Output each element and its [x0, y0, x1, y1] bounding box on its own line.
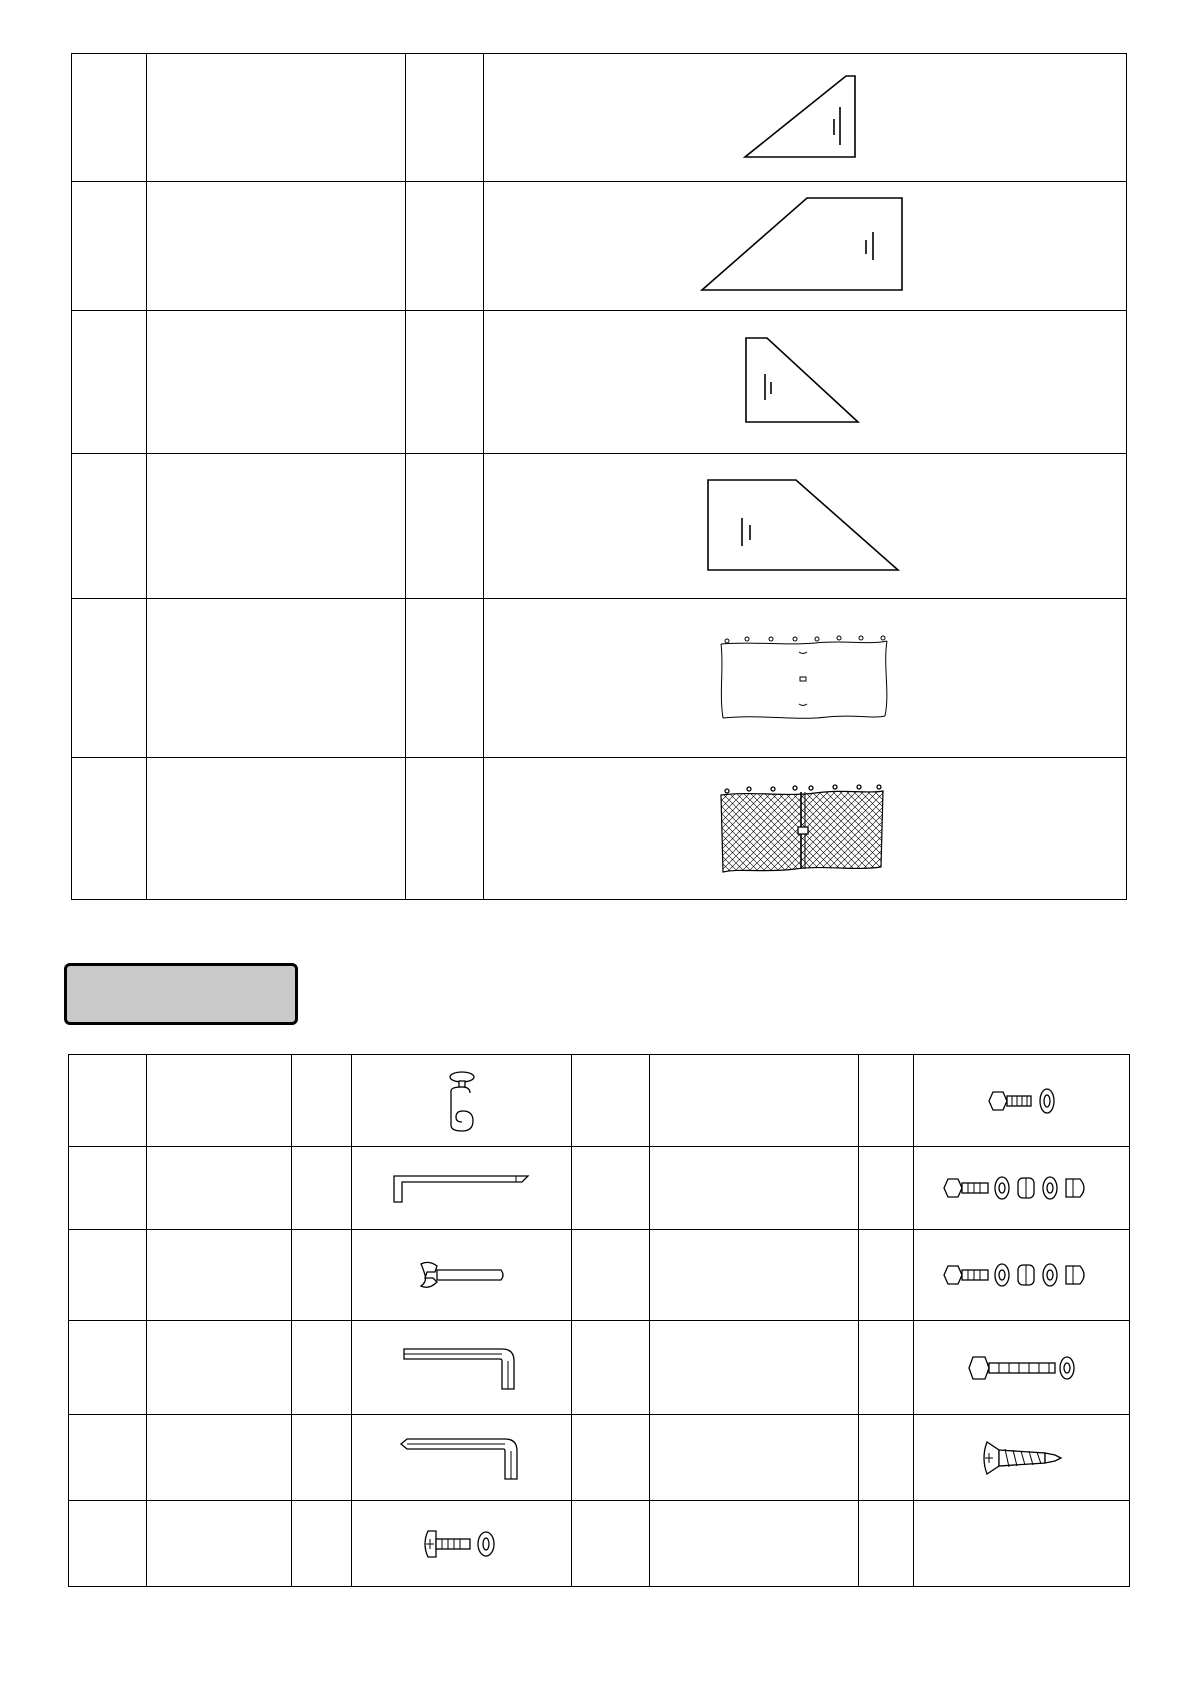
hardware-quantity-cell	[859, 1415, 914, 1501]
hex-key-pointed-icon	[399, 1433, 525, 1483]
part-number-cell	[72, 454, 147, 599]
part-number-cell	[72, 54, 147, 182]
table-row	[69, 1147, 1130, 1230]
part-name-cell	[147, 311, 406, 454]
part-quantity-cell	[406, 454, 484, 599]
table-row	[72, 599, 1127, 758]
part-number-cell	[72, 758, 147, 900]
hardware-number-cell	[572, 1055, 650, 1147]
table-row	[69, 1415, 1130, 1501]
hardware-image-cell	[914, 1055, 1130, 1147]
hardware-image-cell	[914, 1321, 1130, 1415]
hardware-image-cell	[914, 1230, 1130, 1321]
hardware-quantity-cell	[292, 1415, 352, 1501]
part-quantity-cell	[406, 599, 484, 758]
hardware-number-cell	[572, 1501, 650, 1587]
part-number-cell	[72, 311, 147, 454]
part-number-cell	[72, 599, 147, 758]
hardware-name-cell	[650, 1230, 859, 1321]
l-rod-icon	[392, 1170, 532, 1206]
hardware-name-cell	[650, 1321, 859, 1415]
table-row	[69, 1055, 1130, 1147]
hardware-number-cell	[572, 1147, 650, 1230]
curtain-hook-icon	[442, 1069, 482, 1133]
hardware-name-cell	[147, 1147, 292, 1230]
part-image-cell	[484, 454, 1127, 599]
hardware-image-cell	[914, 1415, 1130, 1501]
hardware-name-cell	[147, 1055, 292, 1147]
table-row	[72, 758, 1127, 900]
hardware-name-cell	[147, 1501, 292, 1587]
part-name-cell	[147, 54, 406, 182]
part-quantity-cell	[406, 182, 484, 311]
hardware-number-cell	[69, 1055, 147, 1147]
hardware-number-cell	[572, 1415, 650, 1501]
part-image-cell	[484, 758, 1127, 900]
hardware-number-cell	[69, 1501, 147, 1587]
hardware-number-cell	[69, 1147, 147, 1230]
hardware-name-cell	[650, 1147, 859, 1230]
long-bolt-washer-icon	[967, 1352, 1077, 1384]
hardware-image-cell	[914, 1147, 1130, 1230]
hardware-section-label	[64, 963, 298, 1025]
bolt-washer-nut-set-icon	[942, 1173, 1102, 1203]
hex-key-large-icon	[402, 1343, 522, 1393]
table-row	[72, 311, 1127, 454]
hardware-name-cell	[650, 1501, 859, 1587]
hardware-image-cell	[352, 1321, 572, 1415]
part-image-cell	[484, 182, 1127, 311]
self-drilling-screw-icon	[979, 1438, 1065, 1478]
part-quantity-cell	[406, 311, 484, 454]
wrench-icon	[417, 1258, 507, 1292]
parts-table	[71, 53, 1127, 900]
hardware-quantity-cell	[292, 1230, 352, 1321]
part-image-cell	[484, 599, 1127, 758]
glass-panel-trapezoid-right-icon	[700, 196, 910, 296]
glass-panel-triangle-small-icon	[740, 73, 870, 163]
hardware-quantity-cell	[292, 1147, 352, 1230]
hardware-number-cell	[69, 1321, 147, 1415]
table-row	[72, 54, 1127, 182]
part-name-cell	[147, 182, 406, 311]
hardware-image-cell	[352, 1055, 572, 1147]
pan-head-screw-washer-icon	[422, 1527, 502, 1561]
hardware-number-cell	[572, 1230, 650, 1321]
hardware-quantity-cell	[292, 1501, 352, 1587]
hardware-quantity-cell	[292, 1321, 352, 1415]
part-quantity-cell	[406, 54, 484, 182]
part-quantity-cell	[406, 758, 484, 900]
hardware-quantity-cell	[859, 1321, 914, 1415]
part-name-cell	[147, 454, 406, 599]
glass-panel-trapezoid-left-icon	[700, 476, 910, 576]
bolt-washer-nut-set-icon	[942, 1260, 1102, 1290]
hardware-name-cell	[650, 1415, 859, 1501]
table-row	[72, 454, 1127, 599]
hardware-number-cell	[572, 1321, 650, 1415]
part-image-cell	[484, 54, 1127, 182]
hardware-image-cell	[352, 1230, 572, 1321]
part-number-cell	[72, 182, 147, 311]
hardware-name-cell	[650, 1055, 859, 1147]
hardware-image-cell	[352, 1501, 572, 1587]
hardware-image-cell	[914, 1501, 1130, 1587]
hardware-quantity-cell	[859, 1501, 914, 1587]
part-name-cell	[147, 758, 406, 900]
hardware-image-cell	[352, 1147, 572, 1230]
mosquito-net-panel-icon	[715, 779, 895, 879]
table-row	[72, 182, 1127, 311]
bolt-washer-icon	[987, 1086, 1057, 1116]
hardware-table	[68, 1054, 1130, 1587]
table-row	[69, 1321, 1130, 1415]
hardware-name-cell	[147, 1230, 292, 1321]
hardware-image-cell	[352, 1415, 572, 1501]
glass-panel-triangle-left-icon	[740, 336, 870, 428]
part-name-cell	[147, 599, 406, 758]
table-row	[69, 1501, 1130, 1587]
hardware-number-cell	[69, 1415, 147, 1501]
hardware-quantity-cell	[859, 1055, 914, 1147]
curtain-panel-icon	[715, 632, 895, 724]
hardware-quantity-cell	[292, 1055, 352, 1147]
hardware-number-cell	[69, 1230, 147, 1321]
hardware-name-cell	[147, 1321, 292, 1415]
hardware-quantity-cell	[859, 1230, 914, 1321]
part-image-cell	[484, 311, 1127, 454]
hardware-name-cell	[147, 1415, 292, 1501]
table-row	[69, 1230, 1130, 1321]
hardware-quantity-cell	[859, 1147, 914, 1230]
